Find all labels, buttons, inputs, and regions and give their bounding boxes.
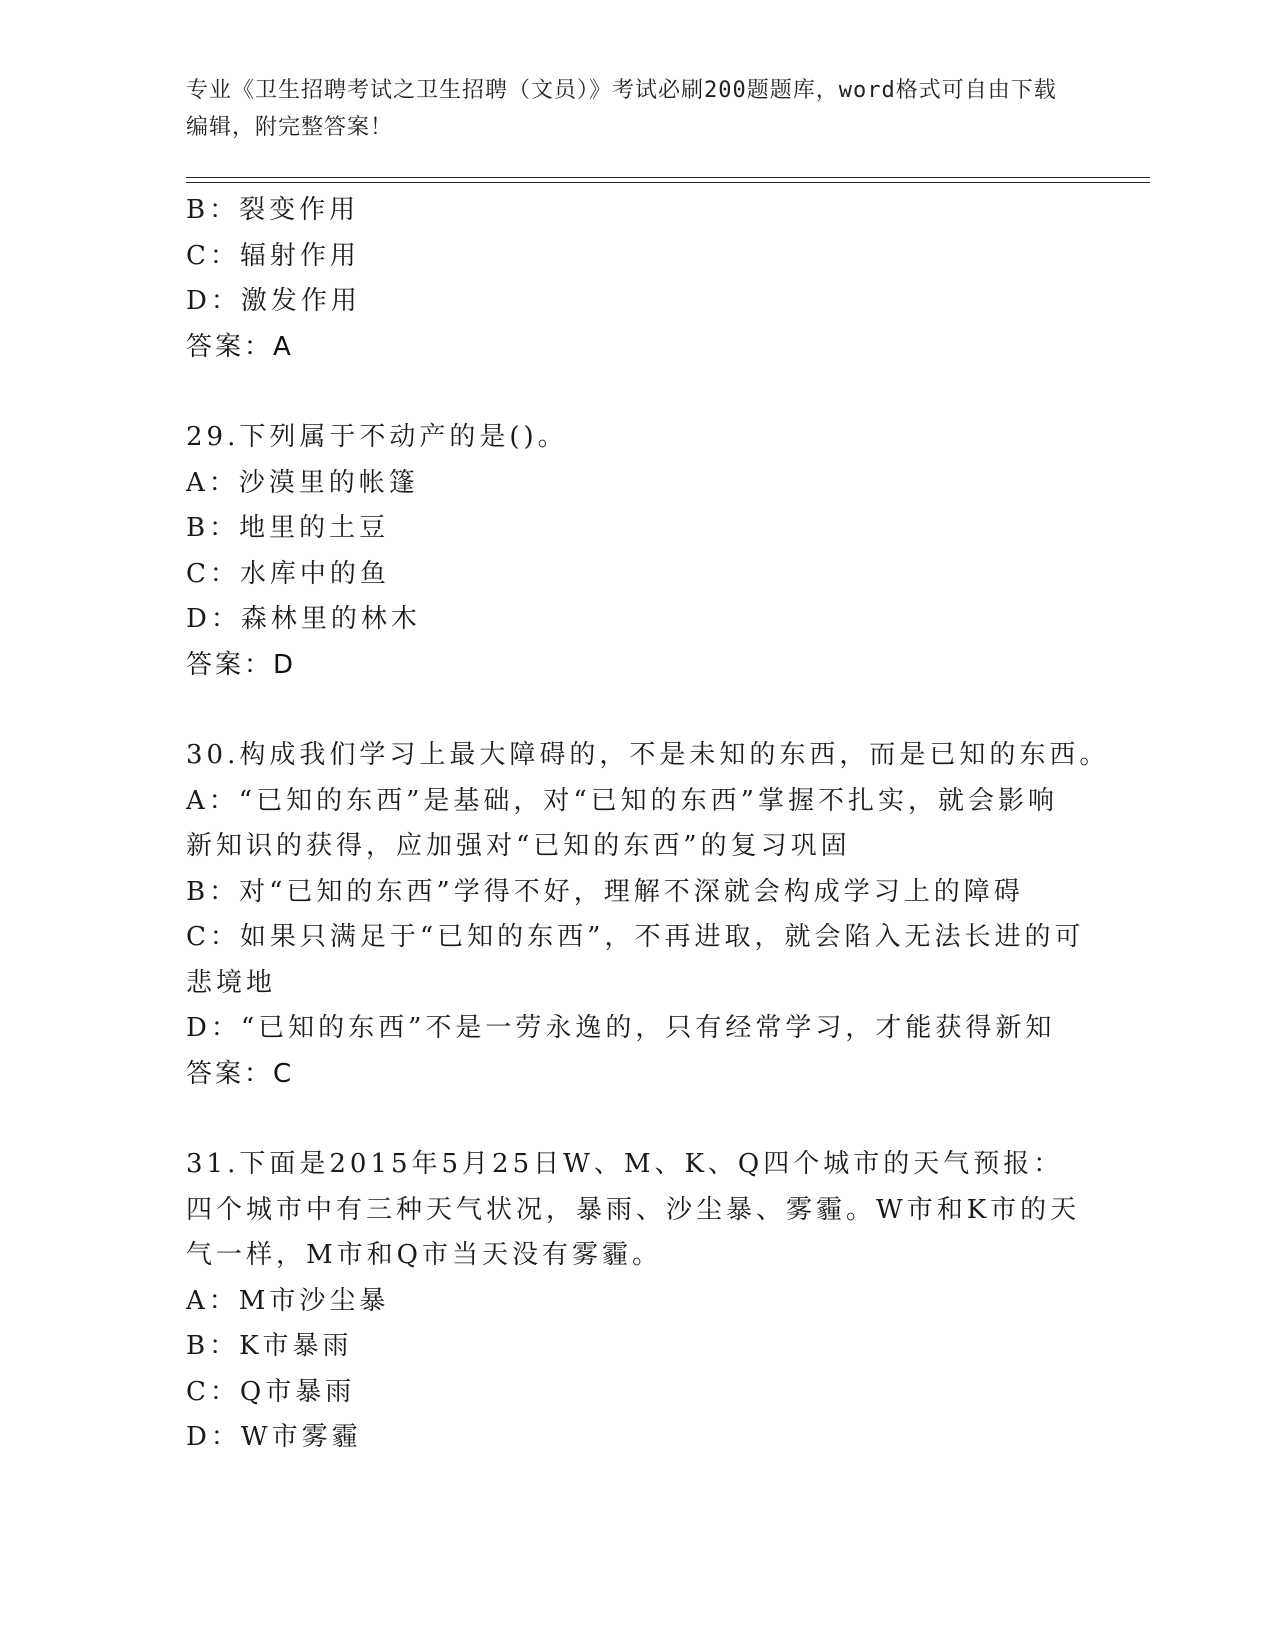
option-d: D：“已知的东西”不是一劳永逸的，只有经常学习，才能获得新知 (186, 1013, 1056, 1043)
question-31 (186, 1142, 1086, 1461)
option-d: D：森林里的林木 (186, 604, 421, 634)
answer: 答案：D (186, 649, 297, 680)
question-text: 31.下面是2015年5月25日W、M、K、Q四个城市的天气预报：四个城市中有三种天气状况，暴雨、沙尘暴、雾霾。W市和K市的天气一样，M市和Q市当天没有雾霾。 (186, 1149, 1081, 1270)
option-b: B：对“已知的东西”学得不好，理解不深就会构成学习上的障碍 (186, 876, 1024, 907)
option-d: D：激发作用 (186, 286, 361, 316)
header-divider-bottom (186, 182, 1150, 183)
option-c: C：水库中的鱼 (186, 558, 390, 589)
option-a: A：M市沙尘暴 (186, 1285, 390, 1316)
option-a: A：沙漠里的帐篷 (186, 467, 419, 498)
document-header: 专业《卫生招聘考试之卫生招聘（文员）》考试必刷200题题库，word格式可自由下载编辑，附完整答案！ (186, 78, 1057, 140)
option-b: B：地里的土豆 (186, 513, 390, 543)
option-c: C：Q市暴雨 (186, 1376, 356, 1407)
question-text: 30.构成我们学习上最大障碍的，不是未知的东西，而是已知的东西。 (186, 740, 1110, 770)
option-b: B：裂变作用 (186, 195, 360, 225)
answer: 答案：A (186, 331, 294, 362)
question-30 (186, 733, 1110, 1097)
header-divider-top (186, 177, 1150, 178)
answer: 答案：C (186, 1058, 295, 1089)
option-b: B：K市暴雨 (186, 1331, 353, 1361)
question-text: 29.下列属于不动产的是()。 (186, 422, 568, 452)
option-a: A：“已知的东西”是基础，对“已知的东西”掌握不扎实，就会影响新知识的获得，应加强对“已知的东西”的复习巩固 (186, 785, 1058, 861)
question-29 (186, 415, 1086, 688)
document-body (186, 188, 1110, 1461)
option-c: C：辐射作用 (186, 240, 360, 271)
question-28-tail (186, 188, 1086, 370)
option-d: D：W市雾霾 (186, 1422, 362, 1452)
option-c: C：如果只满足于“已知的东西”，不再进取，就会陷入无法长进的可悲境地 (186, 922, 1085, 998)
